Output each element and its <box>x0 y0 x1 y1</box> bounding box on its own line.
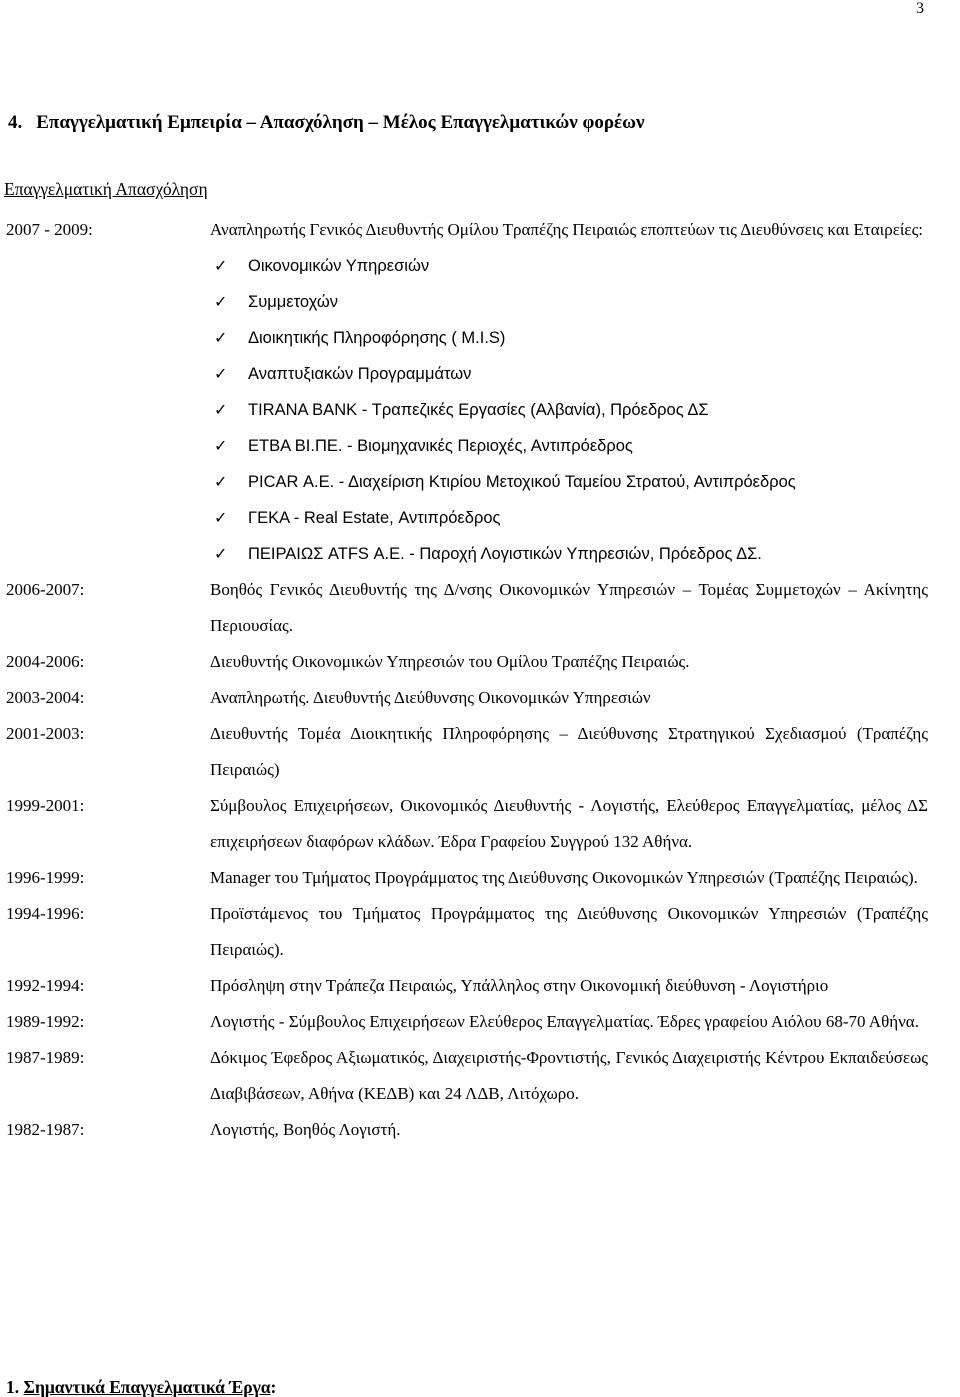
entry-description: Προϊστάμενος του Τμήματος Προγράμματος της Διεύθυνσης Οικονομικών Υπηρεσιών (Τραπέζης Πειραιώς). <box>210 904 928 959</box>
entry-period: 1982-1987: <box>6 1120 85 1139</box>
check-icon: ✓ <box>214 544 228 563</box>
entry-description: Αναπληρωτής Γενικός Διευθυντής Ομίλου Τραπέζης Πειραιώς εποπτεύων τις Διευθύνσεις και Εταιρείες: <box>210 220 924 239</box>
check-icon: ✓ <box>214 472 228 491</box>
next-section-title: Σημαντικά Επαγγελματικά Έργα <box>23 1377 271 1397</box>
checklist-item-text: Οικονομικών Υπηρεσιών <box>248 257 430 275</box>
checklist-item <box>210 428 928 464</box>
entry-period: 1996-1999: <box>6 868 85 887</box>
employment-entry <box>6 1040 928 1112</box>
next-section-heading <box>6 1377 276 1397</box>
entry-period: 2004-2006: <box>6 652 85 671</box>
entry-description: Διευθυντής Τομέα Διοικητικής Πληροφόρησης – Διεύθυνσης Στρατηγικού Σχεδιασμού (Τραπέζης Πειραιώς) <box>210 724 928 779</box>
checklist-item-text: ΓΕΚΑ - Real Estate, Αντιπρόεδρος <box>248 509 501 527</box>
employment-entry <box>6 860 928 896</box>
check-icon: ✓ <box>214 256 228 275</box>
entry-period: 1989-1992: <box>6 1012 85 1031</box>
next-section-number: 1. <box>6 1377 20 1397</box>
checklist-item-text: Διοικητικής Πληροφόρησης ( M.I.S) <box>248 329 506 347</box>
entry-period: 2003-2004: <box>6 688 85 707</box>
checklist-item-text: Συμμετοχών <box>248 293 338 311</box>
entry-description: Αναπληρωτής. Διευθυντής Διεύθυνσης Οικονομικών Υπηρεσιών <box>210 688 651 707</box>
page-number: 3 <box>916 0 924 17</box>
employment-entry <box>6 968 928 1004</box>
checklist-item <box>210 356 928 392</box>
check-icon: ✓ <box>214 508 228 527</box>
checklist-item-text: PICAR Α.Ε. - Διαχείριση Κτιρίου Μετοχικού Ταμείου Στρατού, Αντιπρόεδρος <box>248 473 796 491</box>
entry-period: 2001-2003: <box>6 724 85 743</box>
entry-period: 2006-2007: <box>6 580 85 599</box>
employment-entry <box>6 680 928 716</box>
entry-description: Πρόσληψη στην Τράπεζα Πειραιώς, Υπάλληλος στην Οικονομική διεύθυνση - Λογιστήριο <box>210 976 829 995</box>
employment-entry <box>6 644 928 680</box>
checklist <box>210 248 928 572</box>
section-title-text: Επαγγελματική Εμπειρία – Απασχόληση – Μέλος Επαγγελματικών φορέων <box>36 112 645 133</box>
check-icon: ✓ <box>214 364 228 383</box>
checklist-item <box>210 320 928 356</box>
section-title <box>8 112 645 134</box>
employment-entry <box>6 716 928 788</box>
checklist-item-text: ΠΕΙΡΑΙΩΣ ATFS Α.Ε. - Παροχή Λογιστικών Υπηρεσιών, Πρόεδρος ΔΣ. <box>248 545 762 563</box>
checklist-item <box>210 464 928 500</box>
entry-description: Διευθυντής Οικονομικών Υπηρεσιών του Ομίλου Τραπέζης Πειραιώς. <box>210 652 690 671</box>
next-section-colon: : <box>270 1377 277 1397</box>
entry-description: Λογιστής, Βοηθός Λογιστή. <box>210 1120 401 1139</box>
employment-entry <box>6 212 928 572</box>
checklist-item-text: Αναπτυξιακών Προγραμμάτων <box>248 365 472 383</box>
check-icon: ✓ <box>214 400 228 419</box>
entry-description: Δόκιμος Έφεδρος Αξιωματικός, Διαχειριστής-Φροντιστής, Γενικός Διαχειριστής Κέντρου Εκπαιδεύσεως Διαβιβάσεων, Αθήνα (ΚΕΔΒ) και 24 ΛΔΒ, Λιτόχωρο. <box>210 1048 928 1103</box>
employment-entry <box>6 896 928 968</box>
employment-list <box>6 212 928 1148</box>
employment-entry <box>6 572 928 644</box>
entry-period: 1992-1994: <box>6 976 85 995</box>
employment-entry <box>6 788 928 860</box>
checklist-item <box>210 248 928 284</box>
entry-period: 1994-1996: <box>6 904 85 923</box>
section-number: 4. <box>8 112 23 133</box>
checklist-item <box>210 392 928 428</box>
check-icon: ✓ <box>214 328 228 347</box>
entry-period: 2007 - 2009: <box>6 220 93 239</box>
entry-description-block <box>210 212 928 572</box>
checklist-item <box>210 536 928 572</box>
employment-entry <box>6 1112 928 1148</box>
employment-entry <box>6 1004 928 1040</box>
entry-description: Λογιστής - Σύμβουλος Επιχειρήσεων Ελεύθερος Επαγγελματίας. Έδρες γραφείου Αιόλου 68-70 Αθήνα. <box>210 1012 919 1031</box>
entry-description: Σύμβουλος Επιχειρήσεων, Οικονομικός Διευθυντής - Λογιστής, Ελεύθερος Επαγγελματίας, μέλος ΔΣ επιχειρήσεων διαφόρων κλάδων. Έδρα Γραφείου Συγγρού 132 Αθήνα. <box>210 796 928 851</box>
check-icon: ✓ <box>214 292 228 311</box>
checklist-item-text: TIRANA BANK - Τραπεζικές Εργασίες (Αλβανία), Πρόεδρος ΔΣ <box>248 401 709 419</box>
subheading: Επαγγελματική Απασχόληση <box>4 179 208 199</box>
entry-description: Βοηθός Γενικός Διευθυντής της Δ/νσης Οικονομικών Υπηρεσιών – Τομέας Συμμετοχών – Ακίνητης Περιουσίας. <box>210 580 928 635</box>
entry-description: Manager του Τμήματος Προγράμματος της Διεύθυνσης Οικονομικών Υπηρεσιών (Τραπέζης Πειραιώς). <box>210 868 918 887</box>
entry-period: 1987-1989: <box>6 1048 85 1067</box>
checklist-item-text: ΕΤΒΑ ΒΙ.ΠΕ. - Βιομηχανικές Περιοχές, Αντιπρόεδρος <box>248 437 633 455</box>
entry-period: 1999-2001: <box>6 796 85 815</box>
checklist-item <box>210 284 928 320</box>
check-icon: ✓ <box>214 436 228 455</box>
checklist-item <box>210 500 928 536</box>
